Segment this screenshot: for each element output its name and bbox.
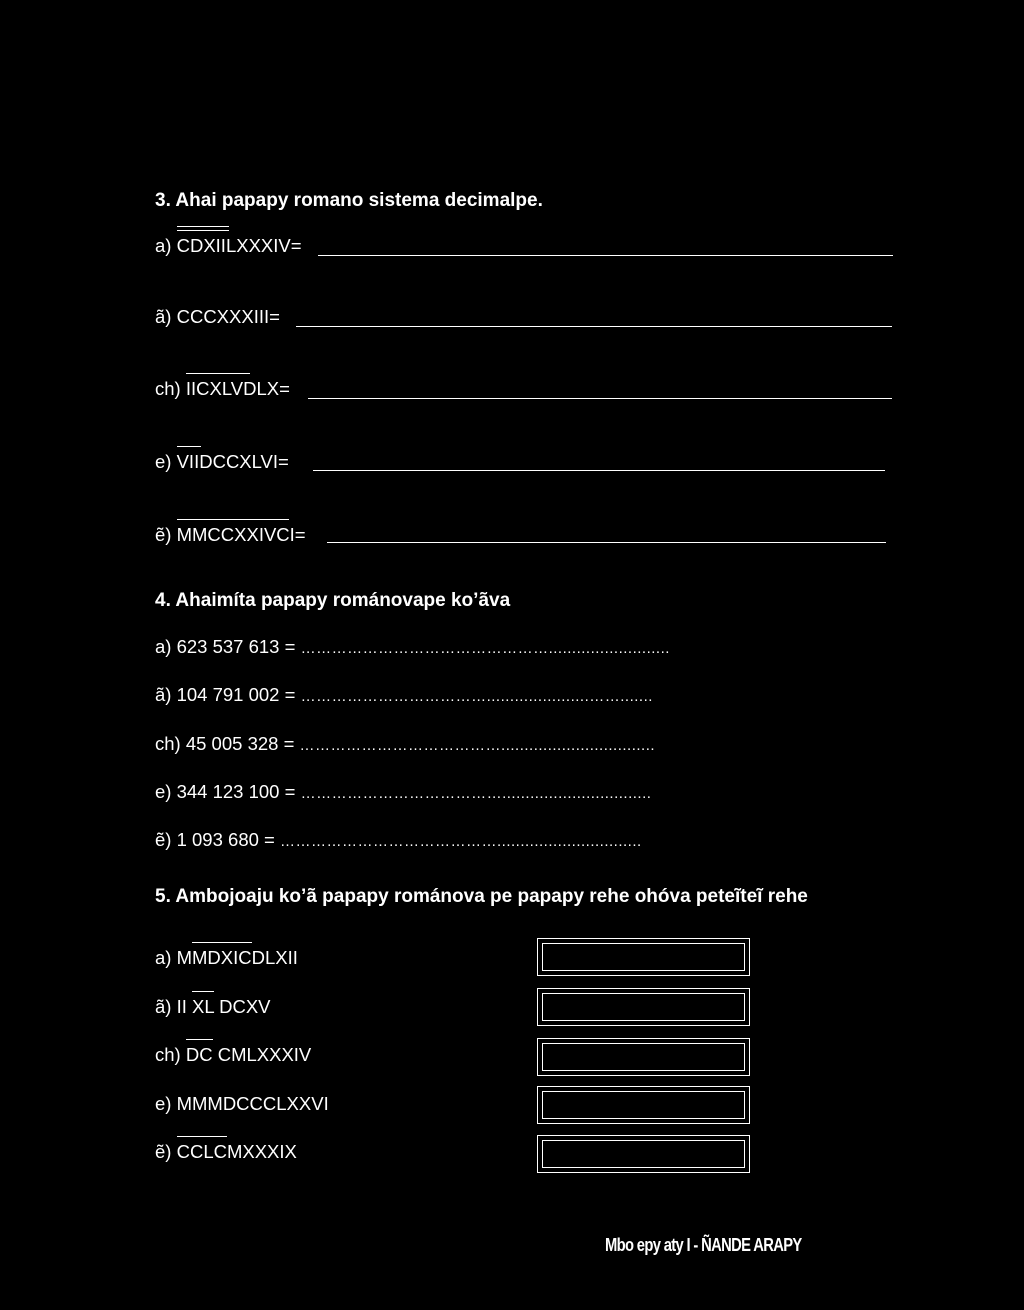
- item-label: ẽ): [155, 1141, 172, 1162]
- item-label: a): [155, 947, 172, 968]
- page-footer: Mbo epy aty I - ÑANDE ARAPY: [605, 1235, 802, 1255]
- arabic-number: 344 123 100 =: [176, 781, 296, 802]
- roman-numeral: M MDXICDLXII: [177, 947, 298, 969]
- arabic-number: 45 005 328 =: [185, 733, 295, 754]
- answer-dots[interactable]: ……………………………………...............................: [279, 833, 642, 850]
- roman-numeral: II XL DCXV: [177, 996, 271, 1018]
- item-label: ã): [155, 306, 172, 327]
- arabic-number: 623 537 613 =: [176, 636, 296, 657]
- exercise-4b: [155, 684, 653, 708]
- exercise-3c: [155, 378, 290, 400]
- item-label: ã): [155, 684, 172, 705]
- exercise-5b: [155, 996, 271, 1018]
- answer-box[interactable]: [537, 1135, 750, 1173]
- exercise-3d: [155, 451, 289, 473]
- section-3-title: 3. Ahai papapy romano sistema decimalpe.: [155, 190, 543, 211]
- roman-numeral: MMCCXXIVCI: [177, 524, 295, 546]
- answer-line[interactable]: [308, 398, 892, 399]
- exercise-3e: [155, 524, 306, 546]
- item-label: a): [155, 636, 172, 657]
- answer-dots[interactable]: ………………………………….................................: [299, 737, 656, 754]
- answer-line[interactable]: [327, 542, 886, 543]
- equals-sign: =: [290, 235, 302, 256]
- roman-numeral: CCCXXXIII: [176, 306, 270, 327]
- equals-sign: =: [269, 306, 280, 327]
- item-label: e): [155, 781, 172, 802]
- item-label: ẽ): [155, 524, 172, 545]
- item-label: e): [155, 451, 172, 472]
- section-4-title: 4. Ahaimíta papapy románovape ko’ãva: [155, 590, 511, 611]
- roman-numeral: CCLCMXXXIX: [177, 1141, 297, 1163]
- arabic-number: 1 093 680 =: [176, 829, 275, 850]
- answer-line[interactable]: [313, 470, 885, 471]
- roman-numeral: MMMDCCCLXXVI: [176, 1093, 329, 1114]
- item-label: ch): [155, 1044, 181, 1065]
- roman-numeral: IICXLVDLX: [186, 378, 279, 400]
- arabic-number: 104 791 002 =: [176, 684, 296, 705]
- equals-sign: =: [278, 451, 289, 472]
- item-label: ch): [155, 378, 181, 399]
- exercise-5a: [155, 947, 298, 969]
- item-label: e): [155, 1093, 172, 1114]
- answer-box[interactable]: [537, 1086, 750, 1124]
- answer-dots[interactable]: …………………………………................................: [300, 785, 652, 802]
- exercise-4d: [155, 781, 651, 805]
- equals-sign: =: [279, 378, 290, 399]
- answer-box[interactable]: [537, 1038, 750, 1076]
- answer-dots[interactable]: ………………………………......................…….......: [300, 688, 653, 705]
- exercise-5d: [155, 1093, 329, 1115]
- exercise-4a: [155, 636, 670, 660]
- roman-numeral: DC CMLXXXIV: [186, 1044, 311, 1066]
- answer-line[interactable]: [296, 326, 892, 327]
- exercise-3b: [155, 306, 280, 328]
- roman-numeral: VIIDCCXLVI: [177, 451, 278, 473]
- item-label: ã): [155, 996, 172, 1017]
- exercise-4c: [155, 733, 655, 757]
- item-label: ẽ): [155, 829, 172, 850]
- equals-sign: =: [294, 524, 306, 545]
- exercise-3a: [155, 235, 302, 257]
- section-5-title: 5. Ambojoaju ko’ã papapy románova pe papapy rehe ohóva peteĩteĩ rehe: [155, 886, 808, 907]
- item-label: ch): [155, 733, 181, 754]
- answer-dots[interactable]: …………………………………………..........................: [300, 640, 670, 657]
- answer-line[interactable]: [318, 255, 893, 256]
- exercise-5e: [155, 1141, 297, 1163]
- item-label: a): [155, 235, 172, 256]
- answer-box[interactable]: [537, 938, 750, 976]
- answer-box[interactable]: [537, 988, 750, 1026]
- exercise-4e: [155, 829, 642, 853]
- exercise-5c: [155, 1044, 311, 1066]
- roman-numeral: CDXIILXXXIV: [177, 235, 291, 257]
